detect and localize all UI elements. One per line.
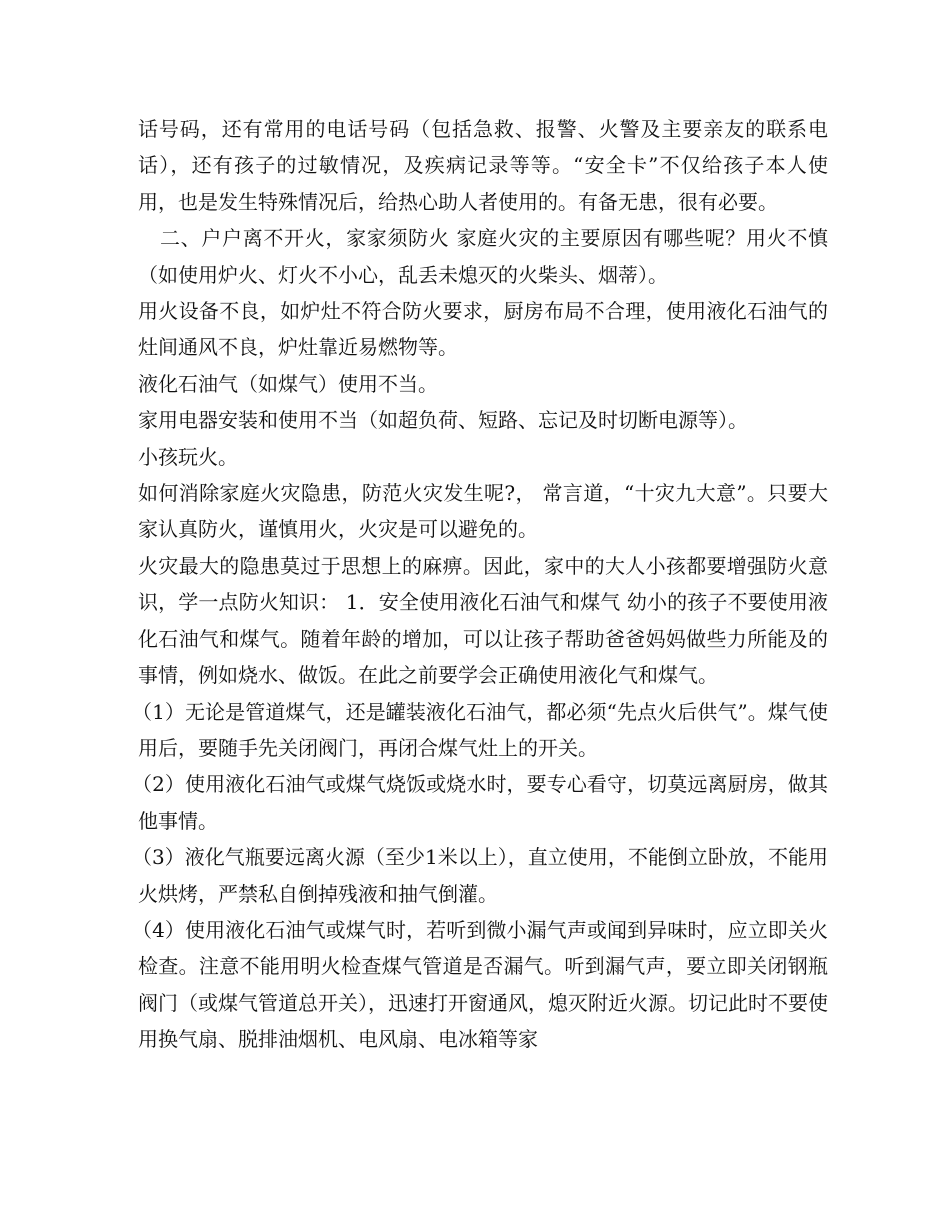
list-item-3: （3）液化气瓶要远离火源（至少1米以上），直立使用，不能倒立卧放，不能用火烘烤，严禁私自倒掉残液和抽气倒灌。 xyxy=(132,845,828,906)
list-item-1: （1）无论是管道煤气，还是罐装液化石油气，都必须“先点火后供气”。煤气使用后，要随手先关闭阀门，再闭合煤气灶上的开关。 xyxy=(132,699,828,760)
paragraph-children-play-fire: 小孩玩火。 xyxy=(138,444,238,469)
paragraph-prevention-question: 如何消除家庭火灾隐患，防范火灾发生呢?， 常言道，“十灾九大意”。只要大家认真防火，谨慎用火，火灾是可以避免的。 xyxy=(138,481,828,542)
paragraph-safety-card: 话号码，还有常用的电话号码（包括急救、报警、火警及主要亲友的联系电话），还有孩子的过敏情况，及疾病记录等等。“安全卡”不仅给孩子本人使用，也是发生特殊情况后，给热心助人者使用的。有备无患，很有必要。 xyxy=(138,117,828,214)
document-page xyxy=(132,111,828,1058)
paragraph-fire-causes-heading: 二、户户离不开火，家家须防火 家庭火灾的主要原因有哪些呢？用火不慎（如使用炉火、灯火不小心，乱丢未熄灭的火柴头、烟蒂）。 xyxy=(138,226,828,287)
paragraph-appliances: 家用电器安装和使用不当（如超负荷、短路、忘记及时切断电源等）。 xyxy=(138,408,748,433)
list-item-2: （2）使用液化石油气或煤气烧饭或烧水时，要专心看守，切莫远离厨房，做其他事情。 xyxy=(132,772,828,833)
paragraph-lpg-misuse: 液化石油气（如煤气）使用不当。 xyxy=(138,371,438,396)
list-item-4: （4）使用液化石油气或煤气时，若听到微小漏气声或闻到异味时，应立即关火检查。注意不能用明火检查煤气管道是否漏气。听到漏气声，要立即关闭钢瓶阀门（或煤气管道总开关），迅速打开窗通风，熄灭附近火源。切记此时不要使用换气扇、脱排油烟机、电风扇、电冰箱等家 xyxy=(132,917,828,1052)
paragraph-equipment: 用火设备不良，如炉灶不符合防火要求，厨房布局不合理，使用液化石油气的灶间通风不良，炉灶靠近易燃物等。 xyxy=(138,299,828,360)
paragraph-awareness: 火灾最大的隐患莫过于思想上的麻痹。因此，家中的大人小孩都要增强防火意识，学一点防火知识： 1．安全使用液化石油气和煤气 幼小的孩子不要使用液化石油气和煤气。随着年龄的增加，可以让孩子帮助爸爸妈妈做些力所能及的事情，例如烧水、做饭。在此之前要学会正确使用液化气和煤气。 xyxy=(138,553,828,688)
